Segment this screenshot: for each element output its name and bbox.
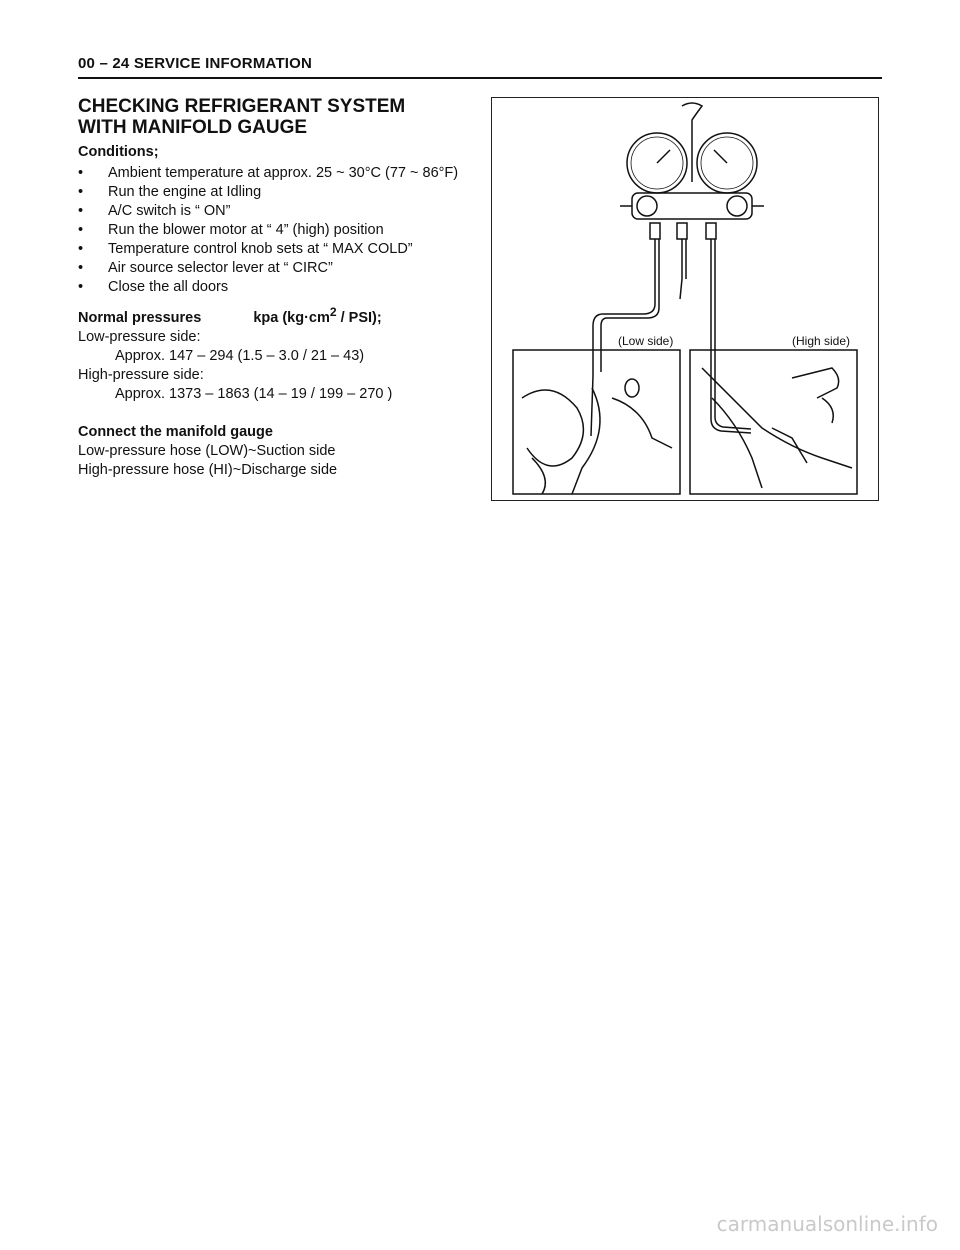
watermark-text: carmanualsonline.info: [716, 1212, 938, 1236]
high-pressure-value: Approx. 1373 – 1863 (14 – 19 / 199 – 270 ): [115, 385, 393, 402]
condition-item: • Close the all doors: [78, 279, 229, 295]
condition-item: • A/C switch is “ ON”: [78, 203, 231, 219]
manifold-gauge-illustration: [492, 98, 878, 500]
condition-item: • Temperature control knob sets at “ MAX COLD”: [78, 241, 413, 257]
low-pressure-label: Low-pressure side:: [78, 328, 201, 345]
high-side-label: (High side): [792, 334, 851, 348]
header-title: 00 – 24 SERVICE INFORMATION: [78, 55, 313, 72]
manifold-gauge-figure: [491, 97, 879, 501]
section-title: [78, 96, 478, 138]
conditions-heading: Conditions;: [78, 144, 159, 160]
low-hose-text: Low-pressure hose (LOW)~Suction side: [78, 442, 336, 459]
condition-item: • Run the engine at Idling: [78, 184, 262, 200]
connect-heading: Connect the manifold gauge: [78, 423, 273, 440]
bullet-icon: •: [78, 222, 84, 238]
low-pressure-value: Approx. 147 – 294 (1.5 – 3.0 / 21 – 43): [115, 347, 365, 364]
page-header: [78, 55, 882, 79]
bullet-icon: •: [78, 260, 84, 276]
section-title-line1: CHECKING REFRIGERANT SYSTEM: [78, 96, 406, 117]
high-hose-text: High-pressure hose (HI)~Discharge side: [78, 461, 338, 478]
high-pressure-label: High-pressure side:: [78, 366, 204, 383]
bullet-icon: •: [78, 184, 84, 200]
bullet-icon: •: [78, 165, 84, 181]
section-title-line2: WITH MANIFOLD GAUGE: [78, 117, 308, 138]
instructions-body: [78, 143, 478, 480]
condition-item: • Run the blower motor at “ 4” (high) position: [78, 222, 384, 238]
conditions-list: [78, 164, 478, 297]
bullet-icon: •: [78, 241, 84, 257]
normal-pressures-heading: Normal pressures kpa $(kg\cdot cm^2 / PSI)$;: [78, 305, 382, 326]
bullet-icon: •: [78, 279, 84, 295]
condition-item: • Ambient temperature at approx. 25 ~ 30°C (77 ~ 86°F): [78, 165, 459, 181]
condition-item: • Air source selector lever at “ CIRC”: [78, 260, 333, 276]
bullet-icon: •: [78, 203, 84, 219]
low-side-label: (Low side): [618, 334, 674, 348]
